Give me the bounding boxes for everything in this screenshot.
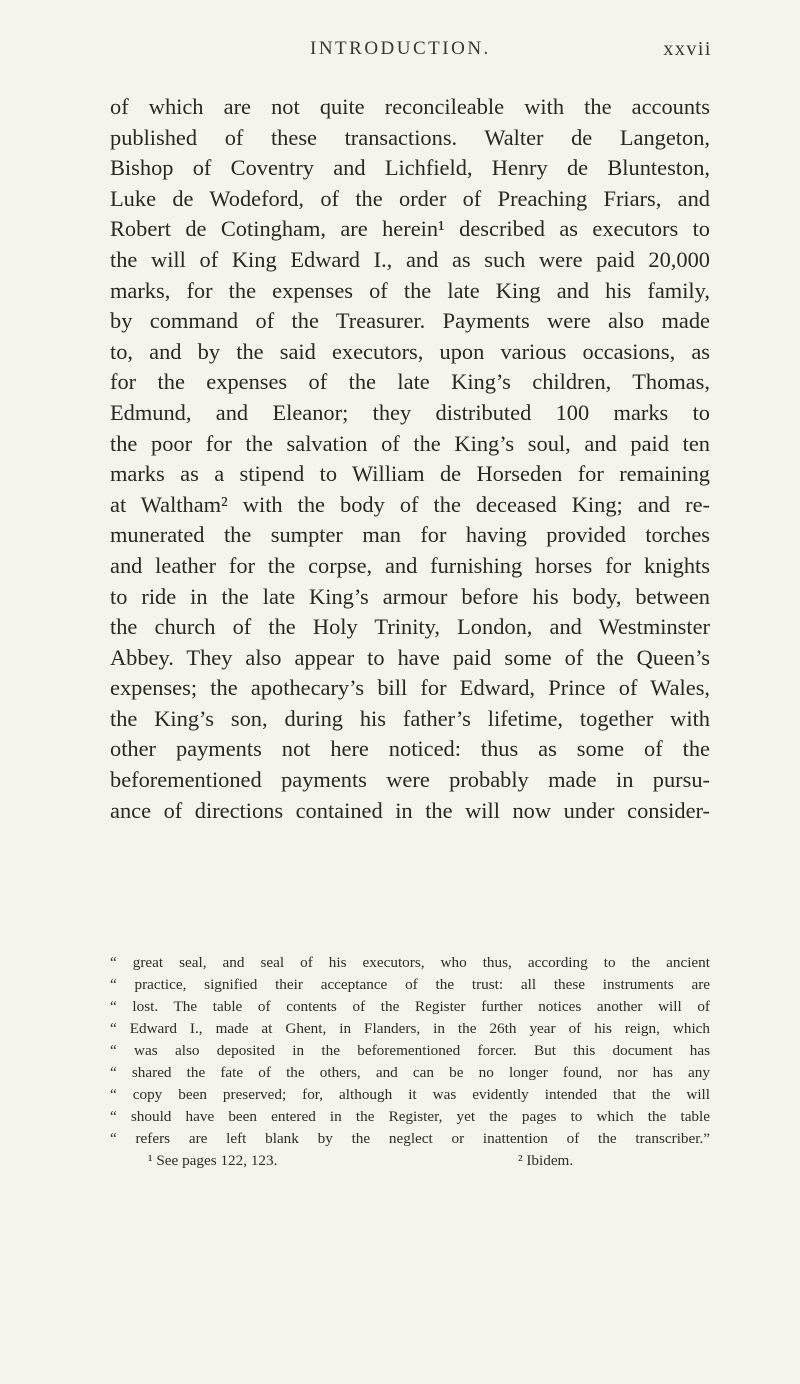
body-line: and leather for the corpse, and furnishing horses for knights bbox=[110, 552, 710, 578]
body-line: the church of the Holy Trinity, London, and Westminster bbox=[110, 614, 710, 640]
footnote-references bbox=[110, 1150, 710, 1172]
body-line: marks, for the expenses of the late King and his family, bbox=[110, 277, 710, 303]
footnote-line: “ practice, signified their acceptance of the trust: all these instruments are bbox=[110, 976, 710, 993]
footnote-ref-2: ² Ibidem. bbox=[518, 1152, 574, 1169]
footnote-line: “ shared the fate of the others, and can be no longer found, nor has any bbox=[110, 1064, 710, 1081]
body-line: beforementioned payments were probably made in pursu- bbox=[110, 767, 710, 793]
footnotes bbox=[110, 952, 710, 1172]
body-line: the King’s son, during his father’s lifetime, together with bbox=[110, 705, 710, 731]
running-title: INTRODUCTION. bbox=[310, 38, 491, 59]
footnote-line: “ refers are left blank by the neglect or inattention of the transcriber.” bbox=[110, 1130, 710, 1147]
body-line: at Waltham² with the body of the deceased King; and re- bbox=[110, 491, 710, 517]
running-head bbox=[110, 38, 710, 68]
body-line: Luke de Wodeford, of the order of Preaching Friars, and bbox=[110, 185, 710, 211]
body-line: of which are not quite reconcileable with the accounts bbox=[110, 94, 710, 119]
page-number: xxvii bbox=[663, 38, 712, 60]
body-line: Abbey. They also appear to have paid some of the Queen’s bbox=[110, 644, 710, 670]
footnote-line: “ was also deposited in the beforementioned forcer. But this document has bbox=[110, 1042, 710, 1059]
footnote-line: “ should have been entered in the Register, yet the pages to which the table bbox=[110, 1108, 710, 1125]
body-line: by command of the Treasurer. Payments were also made bbox=[110, 308, 710, 334]
body-line: the poor for the salvation of the King’s soul, and paid ten bbox=[110, 430, 710, 456]
footnote-ref-1: ¹ See pages 122, 123. bbox=[148, 1152, 278, 1169]
body-line: expenses; the apothecary’s bill for Edward, Prince of Wales, bbox=[110, 675, 710, 701]
body-line: ance of directions contained in the will now under consider- bbox=[110, 797, 710, 823]
body-line: for the expenses of the late King’s children, Thomas, bbox=[110, 369, 710, 395]
footnote-line: “ lost. The table of contents of the Register further notices another will of bbox=[110, 998, 710, 1015]
body-line: published of these transactions. Walter de Langeton, bbox=[110, 124, 710, 150]
body-line: the will of King Edward I., and as such were paid 20,000 bbox=[110, 246, 710, 272]
body-line: marks as a stipend to William de Horseden for remaining bbox=[110, 461, 710, 487]
body-text bbox=[110, 92, 710, 826]
body-line: Bishop of Coventry and Lichfield, Henry de Blunteston, bbox=[110, 155, 710, 181]
body-line: to, and by the said executors, upon various occasions, as bbox=[110, 338, 710, 364]
footnote-line: “ Edward I., made at Ghent, in Flanders, in the 26th year of his reign, which bbox=[110, 1020, 710, 1037]
body-line: other payments not here noticed: thus as some of the bbox=[110, 736, 710, 762]
body-line: to ride in the late King’s armour before his body, between bbox=[110, 583, 710, 609]
footnote-line: “ great seal, and seal of his executors, who thus, according to the ancient bbox=[110, 954, 710, 971]
body-line: munerated the sumpter man for having provided torches bbox=[110, 522, 710, 548]
body-line: Edmund, and Eleanor; they distributed 100 marks to bbox=[110, 399, 710, 425]
footnote-line: “ copy been preserved; for, although it was evidently intended that the will bbox=[110, 1086, 710, 1103]
body-line: Robert de Cotingham, are herein¹ described as executors to bbox=[110, 216, 710, 242]
